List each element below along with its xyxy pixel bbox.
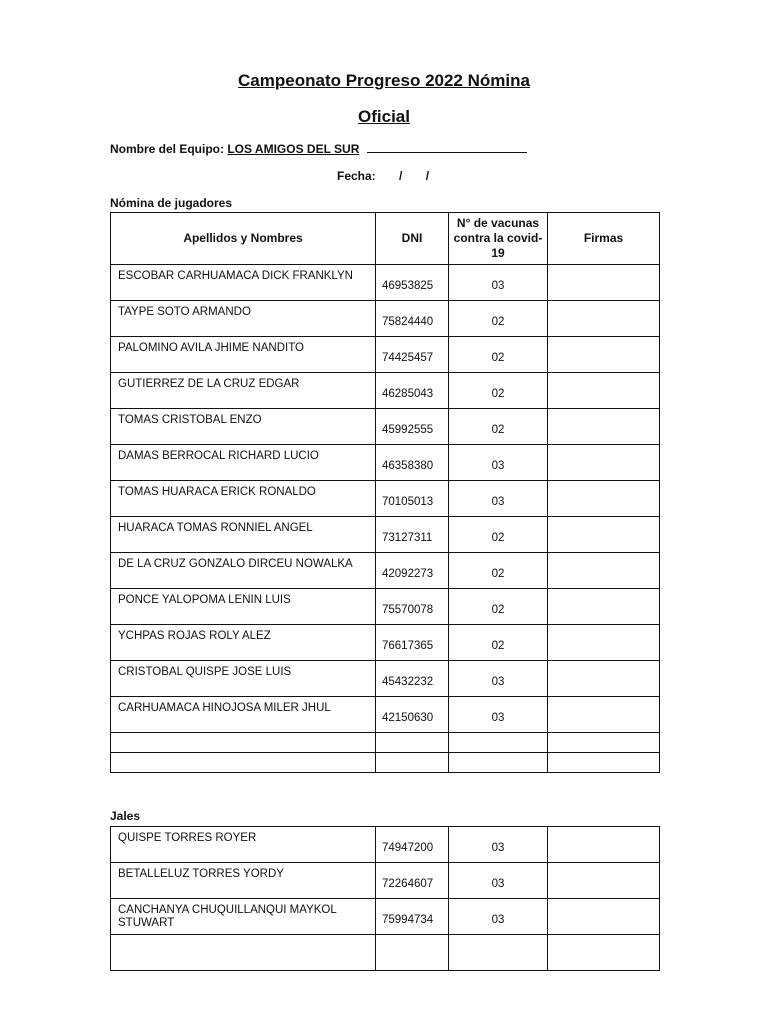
player-signature [548,517,660,553]
player-dni: 75570078 [376,589,449,625]
player-vaccines: 02 [449,409,548,445]
team-label: Nombre del Equipo: [110,142,224,156]
player-signature [548,265,660,301]
table-row [111,863,660,899]
player-dni: 46953825 [376,265,449,301]
player-signature [548,625,660,661]
empty-cell [111,733,376,753]
table-row [111,373,660,409]
player-name: TAYPE SOTO ARMANDO [111,301,376,337]
players-section-title: Nómina de jugadores [110,196,233,210]
empty-cell [111,935,376,971]
table-row [111,589,660,625]
player-name: BETALLELUZ TORRES YORDY [111,863,376,899]
player-vaccines: 02 [449,589,548,625]
player-name: PALOMINO AVILA JHIME NANDITO [111,337,376,373]
team-name: LOS AMIGOS DEL SUR [227,142,360,156]
empty-cell [376,733,449,753]
player-vaccines: 03 [449,661,548,697]
empty-cell [111,753,376,773]
empty-cell [449,753,548,773]
player-signature [548,863,660,899]
player-dni: 75824440 [376,301,449,337]
player-vaccines: 03 [449,481,548,517]
table-row [111,337,660,373]
empty-cell [548,733,660,753]
player-dni: 42092273 [376,553,449,589]
team-blank-line [367,141,527,153]
player-vaccines: 02 [449,625,548,661]
player-dni: 42150630 [376,697,449,733]
player-name: DAMAS BERROCAL RICHARD LUCIO [111,445,376,481]
date-separator-2: / [425,169,430,183]
player-dni: 74947200 [376,827,449,863]
player-signature [548,661,660,697]
player-dni: 45992555 [376,409,449,445]
player-signature [548,589,660,625]
player-vaccines: 03 [449,697,548,733]
player-signature [548,409,660,445]
player-dni: 73127311 [376,517,449,553]
empty-cell [548,935,660,971]
player-signature [548,337,660,373]
player-signature [548,899,660,935]
player-vaccines: 02 [449,373,548,409]
player-dni: 72264607 [376,863,449,899]
table-row [111,553,660,589]
player-vaccines: 02 [449,517,548,553]
player-vaccines: 02 [449,553,548,589]
player-vaccines: 02 [449,301,548,337]
player-vaccines: 03 [449,827,548,863]
team-line [110,141,527,156]
player-vaccines: 03 [449,863,548,899]
empty-row [111,733,660,753]
jales-table [110,826,660,971]
players-table [110,212,660,773]
empty-cell [376,753,449,773]
table-row [111,301,660,337]
player-dni: 75994734 [376,899,449,935]
table-row [111,265,660,301]
player-name: GUTIERREZ DE LA CRUZ EDGAR [111,373,376,409]
table-row [111,481,660,517]
date-separator-1: / [399,169,403,183]
player-name: CANCHANYA CHUQUILLANQUI MAYKOL STUWART [111,899,376,935]
player-name: QUISPE TORRES ROYER [111,827,376,863]
empty-row [111,753,660,773]
table-row [111,409,660,445]
player-name: ESCOBAR CARHUAMACA DICK FRANKLYN [111,265,376,301]
empty-cell [449,935,548,971]
player-signature [548,481,660,517]
player-signature [548,827,660,863]
player-dni: 76617365 [376,625,449,661]
player-vaccines: 03 [449,899,548,935]
player-dni: 70105013 [376,481,449,517]
empty-cell [449,733,548,753]
player-name: YCHPAS ROJAS ROLY ALEZ [111,625,376,661]
player-dni: 46285043 [376,373,449,409]
empty-row [111,935,660,971]
player-dni: 74425457 [376,337,449,373]
table-row [111,899,660,935]
player-name: TOMAS CRISTOBAL ENZO [111,409,376,445]
player-signature [548,373,660,409]
table-row [111,517,660,553]
player-name: HUARACA TOMAS RONNIEL ANGEL [111,517,376,553]
player-name: CRISTOBAL QUISPE JOSE LUIS [111,661,376,697]
player-name: TOMAS HUARACA ERICK RONALDO [111,481,376,517]
empty-cell [376,935,449,971]
player-signature [548,553,660,589]
date-line [337,169,429,183]
player-vaccines: 02 [449,337,548,373]
player-signature [548,445,660,481]
empty-cell [548,753,660,773]
header-dni: DNI [376,213,449,265]
table-row [111,661,660,697]
header-signature: Firmas [548,213,660,265]
document-subtitle: Oficial [358,107,410,126]
header-vaccines: N° de vacunas contra la covid-19 [449,213,548,265]
table-row [111,827,660,863]
table-row [111,697,660,733]
jales-section-title: Jales [110,809,141,823]
table-row [111,625,660,661]
player-name: CARHUAMACA HINOJOSA MILER JHUL [111,697,376,733]
player-name: DE LA CRUZ GONZALO DIRCEU NOWALKA [111,553,376,589]
player-dni: 46358380 [376,445,449,481]
date-label: Fecha: [337,169,376,183]
document-title: Campeonato Progreso 2022 Nómina [238,71,530,90]
header-name: Apellidos y Nombres [111,213,376,265]
player-vaccines: 03 [449,445,548,481]
player-name: PONCE YALOPOMA LENIN LUIS [111,589,376,625]
player-signature [548,697,660,733]
player-dni: 45432232 [376,661,449,697]
player-vaccines: 03 [449,265,548,301]
table-row [111,445,660,481]
player-signature [548,301,660,337]
